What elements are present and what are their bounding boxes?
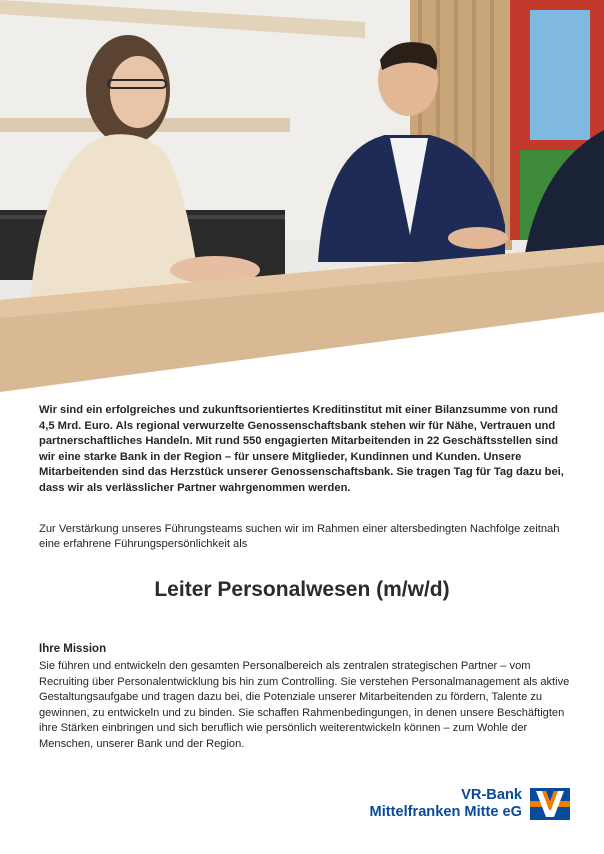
intro-section [39,403,569,553]
job-lead-in: Zur Verstärkung unseres Führungsteams suchen wir im Rahmen einer altersbedingten Nachfolge zeitnah eine erfahrene Führungspersönlichkeit als [39,522,560,551]
bank-name [370,787,522,821]
woman-face [110,56,166,128]
mission-heading: Ihre Mission [39,643,107,655]
mission-text: Sie führen und entwickeln den gesamten Personalbereich als zentralen strategischen Partner – vom Recruiting über Personalentwicklung bis hin zum Controlling. Sie verstehen Personalmanagement als aktive Gestaltungsaufgabe und tragen dazu bei, die Potenziale unserer Mitarbeitenden zu fördern, Talente zu gewinnen, zu entwickeln und zu binden. Sie schaffen Rahmenbedingungen, in denen unsere Beschäftigten ihre Stärken einbringen und sich beruflich wie persönlich weiterentwickeln können – zum Wohle der Menschen, unserer Bank und der Region. [39,660,570,750]
office-meeting-photo [0,0,604,392]
bank-name-line1: VR-Bank [461,787,522,803]
job-title: Leiter Personalwesen (m/w/d) [154,578,450,601]
bank-brand [370,787,570,821]
mission-section [39,641,574,753]
volksbank-logo-icon [530,788,570,820]
bank-name-line2: Mittelfranken Mitte eG [369,804,522,820]
company-intro: Wir sind ein erfolgreiches und zukunftsorientiertes Kreditinstitut mit einer Bilanzsumme von rund 4,5 Mrd. Euro. Als regional verwurzelte Genossenschaftsbank stehen wir für Nähe, Vertrauen und partnerschaftliches Handeln. Mit rund 550 engagierten Mitarbeitenden in 22 Geschäftsstellen sind wir eine starke Bank in der Region – für unsere Mitglieder, Kundinnen und Kunden. Unsere Mitarbeitenden sind das Herzstück unserer Genossenschaftsbank. Sie tragen Tag für Tag dazu bei, dass wir als verlässlicher Partner wahrgenommen werden. [39,404,564,494]
hero-photo [0,0,604,392]
